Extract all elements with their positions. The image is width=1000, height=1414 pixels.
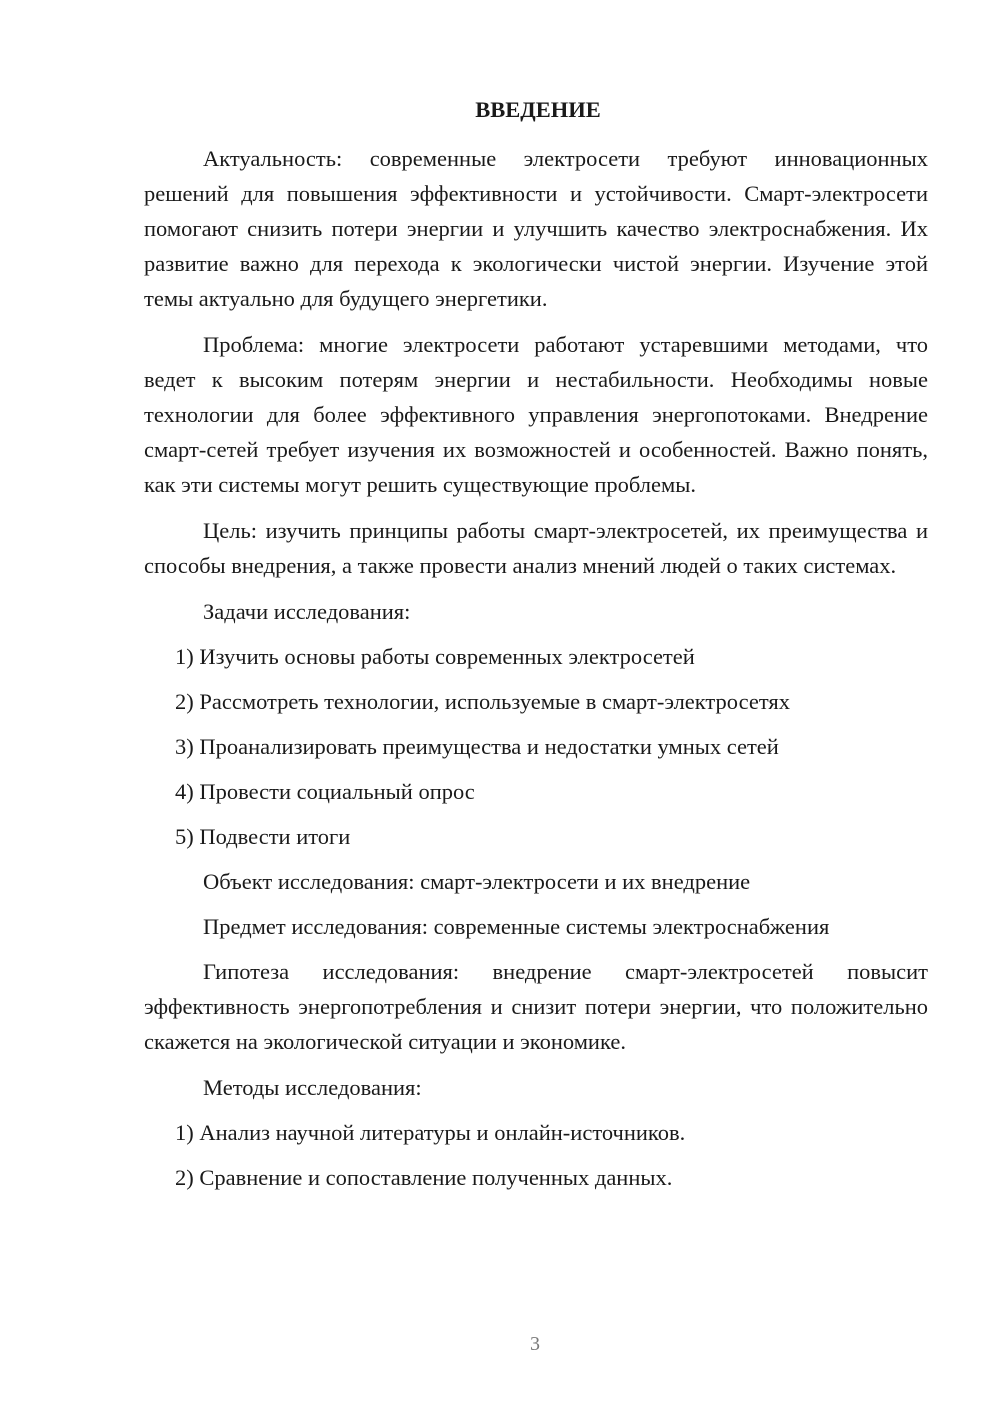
research-object: Объект исследования: смарт-электросети и их внедрение: [203, 869, 751, 894]
list-item: 1) Анализ научной литературы и онлайн-источников.: [175, 1120, 686, 1145]
section-title: ВВЕДЕНИЕ: [475, 97, 601, 122]
list-item: 4) Провести социальный опрос: [175, 779, 475, 804]
list-item: 5) Подвести итоги: [175, 824, 351, 849]
goal-paragraph: Цель: изучить принципы работы смарт-электросетей, их преимущества и способы внедрения, а также провести анализ мнений людей о таких системах.: [144, 518, 928, 578]
page-number: 3: [530, 1333, 540, 1355]
research-subject: Предмет исследования: современные системы электроснабжения: [203, 914, 830, 939]
document-page: [144, 92, 928, 1205]
hypothesis-paragraph: Гипотеза исследования: внедрение смарт-электросетей повысит эффективность энергопотребления и снизит потери энергии, что положительно скажется на экологической ситуации и экономике.: [144, 959, 928, 1054]
list-item: 1) Изучить основы работы современных электросетей: [175, 644, 695, 669]
methods-heading: Методы исследования:: [203, 1075, 422, 1100]
methods-list: [144, 1115, 928, 1195]
relevance-paragraph: Актуальность: современные электросети требуют инновационных решений для повышения эффективности и устойчивости. Смарт-электросети помогают снизить потери энергии и улучшить качество электроснабжения. Их развитие важно для перехода к экологически чистой энергии. Изучение этой темы актуально для будущего энергетики.: [144, 146, 928, 311]
list-item: 3) Проанализировать преимущества и недостатки умных сетей: [175, 734, 779, 759]
tasks-heading: Задачи исследования:: [203, 599, 411, 624]
list-item: 2) Сравнение и сопоставление полученных данных.: [175, 1165, 673, 1190]
tasks-list: [144, 639, 928, 854]
list-item: 2) Рассмотреть технологии, используемые в смарт-электросетях: [175, 689, 790, 714]
problem-paragraph: Проблема: многие электросети работают устаревшими методами, что ведет к высоким потерям энергии и нестабильности. Необходимы новые технологии для более эффективного управления энергопотоками. Внедрение смарт-сетей требует изучения их возможностей и особенностей. Важно понять, как эти системы могут решить существующие проблемы.: [144, 332, 928, 497]
